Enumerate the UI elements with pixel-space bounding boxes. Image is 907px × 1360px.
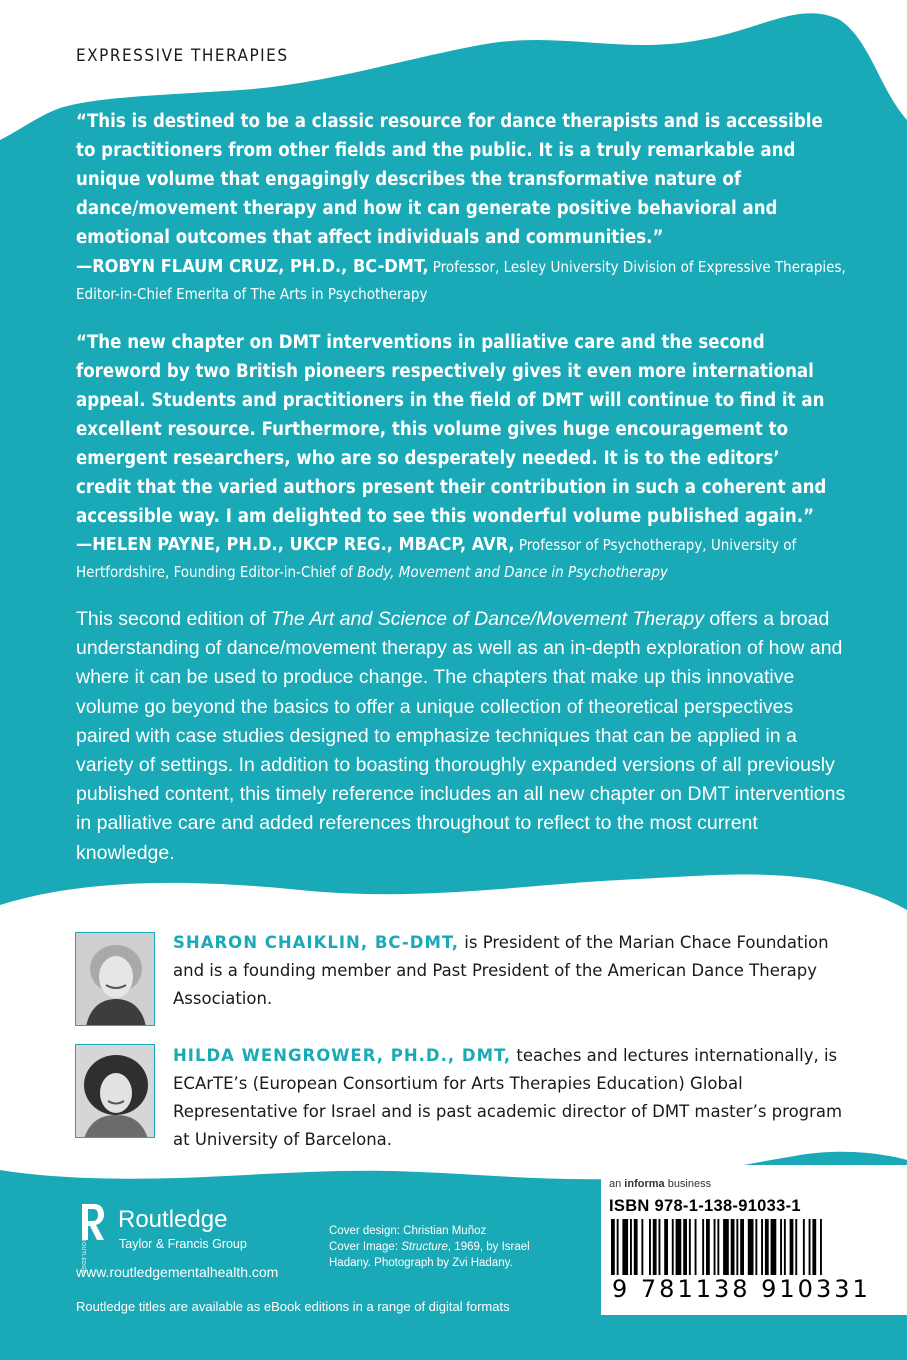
author-photo-wengrower (75, 1044, 155, 1138)
endorser-role-2: Professor of Psychotherapy, University of Hertfordshire, Founding Editor-in-Chief of (76, 536, 797, 581)
endorsement-attribution-2 (76, 531, 846, 586)
author-photo-chaiklin (75, 932, 155, 1026)
cover-credits (329, 1223, 559, 1271)
endorser-name-1: —ROBYN FLAUM CRUZ, PH.D., BC-DMT, (76, 256, 429, 277)
endorsement-quote-1: “This is destined to be a classic resource for dance therapists and is accessible to practitioners from other fields and the public. It is a truly remarkable and unique volume that engagingly describes the transformative nature of dance/movement therapy and how it can generate positive behavioral and emotional outcomes that affect individuals and communities.” (76, 111, 823, 248)
cover-image-credit: Cover Image: Structure, 1969, by Israel Hadany. Photograph by Zvi Hadany. (329, 1241, 530, 1269)
publisher-url[interactable]: www.routledgementalhealth.com (76, 1264, 279, 1280)
barcode-number: 9 781138 910331 (612, 1275, 871, 1303)
informa-tagline: an informa business (609, 1178, 712, 1190)
publisher-name: Routledge (118, 1206, 228, 1233)
endorsement-attribution-1 (76, 253, 846, 308)
endorser-role-1: Professor, Lesley University Division of Expressive Therapies, Editor-in-Chief Emerita of The Arts in Psychotherapy (76, 258, 846, 303)
author-bio-chaiklin: SHARON CHAIKLIN, BC-DMT, is President of the Marian Chace Foundation and is a founding member and Past President of the American Dance Therapy Association. (173, 933, 829, 1008)
series-label: EXPRESSIVE THERAPIES (76, 46, 289, 66)
ebook-note: Routledge titles are available as eBook editions in a range of digital formats (76, 1299, 510, 1314)
endorsement-quote-2: “The new chapter on DMT interventions in palliative care and the second foreword by two British pioneers respectively gives it even more international appeal. Students and practitioners in the field of DMT will continue to find it an excellent resource. Furthermore, this volume gives huge encouragement to emergent researchers, who are so desperately needed. It is to the editors’ credit that the varied authors present their contribution in such a coherent and accessible way. I am delighted to see this wonderful volume published again.” (76, 332, 827, 527)
journal-title: Body, Movement and Dance in Psychotherapy (357, 563, 668, 581)
routledge-logo-side-text: ROUTLEDGE (80, 1238, 86, 1274)
routledge-logo (76, 1202, 106, 1274)
book-description: This second edition of The Art and Science of Dance/Movement Therapy offers a broad understanding of dance/movement therapy as well as an in-depth exploration of how and where it can be used to produce change. The chapters that make up this innovative volume go beyond the basics to offer a unique collection of theoretical perspectives paired with case studies designed to emphasize techniques that can be applied in a variety of settings. In addition to boasting thoroughly expanded versions of all previously published content, this timely reference includes an all new chapter on DMT interventions in palliative care and added references throughout to reflect to the most current knowledge. (76, 608, 846, 864)
barcode-icon (609, 1219, 895, 1275)
endorser-name-2: —HELEN PAYNE, PH.D., UKCP REG., MBACP, AVR, (76, 534, 515, 555)
publisher-group: Taylor & Francis Group (119, 1237, 247, 1251)
author-bio-wengrower: HILDA WENGROWER, PH.D., DMT, teaches and lectures internationally, is ECArTE’s (European Consortium for Arts Therapies Education) Global Representative for Israel and is past academic director of DMT master’s program at University of Barcelona. (173, 1046, 843, 1149)
cover-design-credit: Cover design: Christian Muñoz (329, 1225, 487, 1237)
book-title: The Art and Science of Dance/Movement Therapy (271, 608, 704, 630)
isbn-label: ISBN 978-1-138-91033-1 (609, 1197, 801, 1215)
